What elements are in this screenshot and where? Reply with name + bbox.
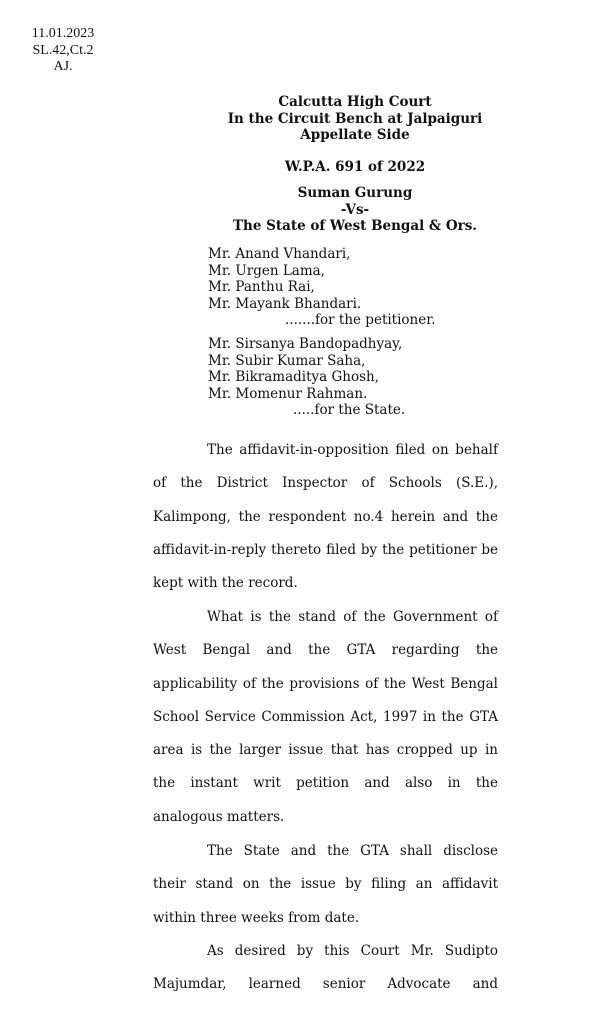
paragraph-line: the instant writ petition and also in the [153,775,498,792]
petitioner-counsel-block [208,246,528,329]
counsel-name: Mr. Sirsanya Bandopadhyay, [208,336,403,352]
order-paragraph [153,935,498,1002]
counsel-name: Mr. Anand Vhandari, [208,246,351,262]
paragraph-line: As desired by this Court Mr. Sudipto [207,943,498,959]
order-meta [22,26,104,76]
serial-number: SL.42,Ct.2 [32,42,94,58]
paragraph-line: The affidavit-in-opposition filed on behalf [207,442,498,458]
paragraph-line: affidavit-in-reply thereto filed by the petitioner be [153,541,498,558]
paragraph-line: kept with the record. [153,575,298,592]
state-counsel-role: .....for the State. [293,402,406,418]
versus-label: -Vs- [340,201,370,218]
paragraph-line: their stand on the issue by filing an affidavit [153,876,498,893]
paragraph-line: within three weeks from date. [153,909,360,926]
counsel-name: Mr. Panthu Rai, [208,279,315,295]
paragraph-line: What is the stand of the Government of [207,609,498,625]
court-side: Appellate Side [300,127,410,143]
court-bench: In the Circuit Bench at Jalpaiguri [227,110,483,127]
counsel-name: Mr. Subir Kumar Saha, [208,352,366,369]
order-paragraph [153,601,498,834]
petitioner-counsel-role: .......for the petitioner. [285,312,436,328]
court-name: Calcutta High Court [278,94,432,110]
paragraph-line: area is the larger issue that has cropped up in [153,742,498,759]
court-heading [150,94,560,144]
paragraph-line: School Service Commission Act, 1997 in the GTA [153,708,498,725]
case-number: W.P.A. 691 of 2022 [284,159,426,175]
order-paragraph [153,434,498,600]
counsel-name: Mr. Bikramaditya Ghosh, [208,369,380,385]
paragraph-line: analogous matters. [153,808,285,825]
petitioner-name: Suman Gurung [297,185,413,201]
case-title [150,185,560,235]
paragraph-line: of the District Inspector of Schools (S.E.), [153,475,498,492]
initials: AJ. [53,59,73,74]
counsel-name: Mr. Momenur Rahman. [208,385,368,402]
order-paragraph [153,835,498,935]
paragraph-line: The State and the GTA shall disclose [207,843,498,859]
counsel-name: Mr. Urgen Lama, [208,262,325,279]
paragraph-line: West Bengal and the GTA regarding the [153,642,498,659]
respondent-name: The State of West Bengal & Ors. [233,218,477,234]
state-counsel-block [208,336,528,419]
counsel-name: Mr. Mayank Bhandari. [208,295,362,312]
order-date: 11.01.2023 [31,26,95,41]
paragraph-line: applicability of the provisions of the West Bengal [153,675,498,692]
paragraph-line: Kalimpong, the respondent no.4 herein and the [153,508,498,525]
paragraph-line: Majumdar, learned senior Advocate and [153,976,498,993]
